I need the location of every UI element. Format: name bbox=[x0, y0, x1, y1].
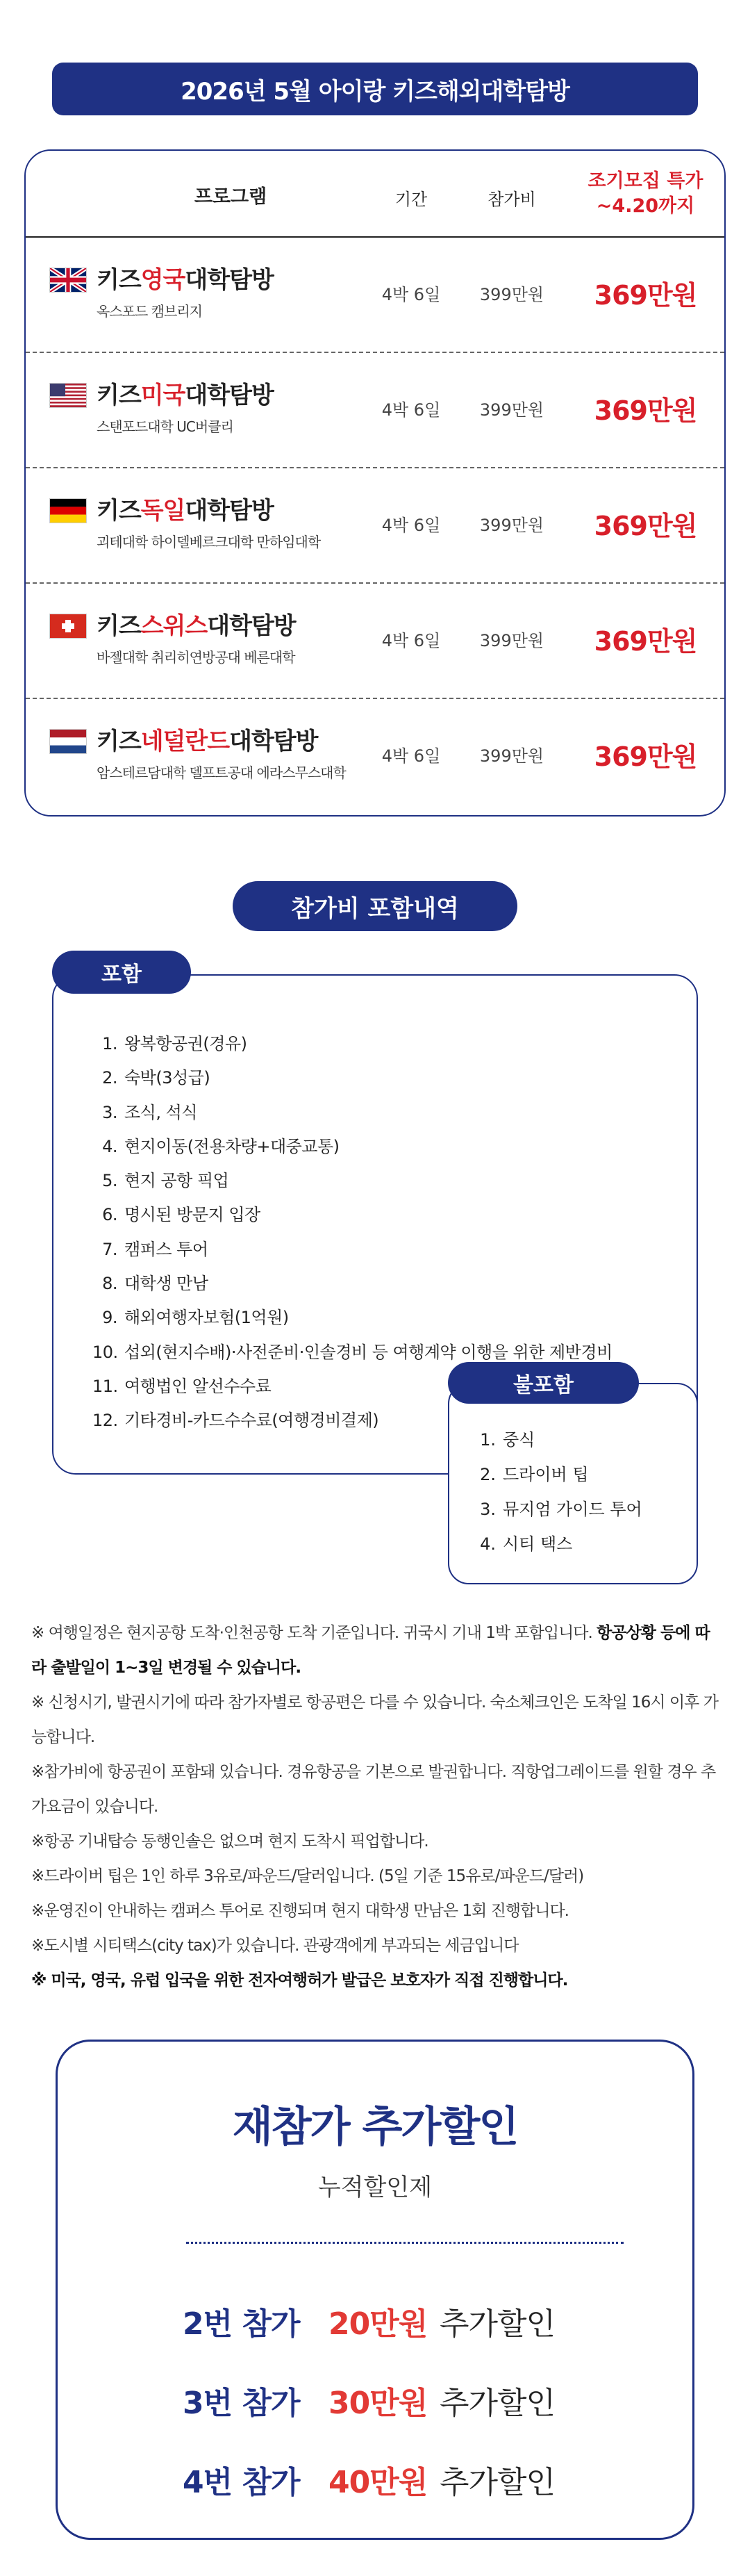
program-early-price: 369만원 bbox=[594, 511, 697, 541]
program-period: 4박 6일 bbox=[381, 746, 441, 766]
list-item: 10. 섭외(현지수배)·사전준비·인솔경비 등 여행계약 이행을 위한 제반경비 bbox=[92, 1342, 612, 1362]
program-fee: 399만원 bbox=[479, 746, 544, 766]
program-table bbox=[24, 149, 726, 817]
excluded-tag: 불포함 bbox=[448, 1362, 639, 1404]
program-early-price: 369만원 bbox=[594, 395, 697, 426]
program-fee: 399만원 bbox=[479, 516, 544, 535]
program-fee: 399만원 bbox=[479, 631, 544, 650]
discount-subtitle: 누적할인제 bbox=[317, 2174, 433, 2201]
program-fee: 399만원 bbox=[479, 400, 544, 420]
discount-row: 2번 참가 20만원 추가할인 bbox=[183, 2306, 556, 2342]
page-title: 2026년 5월 아이랑 키즈해외대학탐방 bbox=[52, 63, 698, 115]
table-row bbox=[26, 699, 724, 814]
list-item: 4. 현지이동(전용차량+대중교통) bbox=[102, 1136, 340, 1156]
note: ※ 미국, 영국, 유럽 입국을 위한 전자여행허가 발급은 보호자가 직접 진행합니다. bbox=[31, 1971, 568, 1990]
discount-title: 재참가 추가할인 bbox=[232, 2103, 518, 2151]
rejoin-discount-box bbox=[56, 2040, 694, 2540]
list-item: 8. 대학생 만남 bbox=[102, 1274, 208, 1294]
note: ※항공 기내탑승 동행인솔은 없으며 현지 도착시 픽업합니다. bbox=[31, 1832, 428, 1851]
header-fee: 참가비 bbox=[488, 190, 536, 209]
list-item: 1. 왕복항공권(경유) bbox=[102, 1034, 247, 1053]
included-tag: 포함 bbox=[52, 951, 191, 994]
note: ※ 신청시기, 발권시기에 따라 참가자별로 항공편은 다를 수 있습니다. 숙소체크인은 도착일 16시 이후 가능합니다. bbox=[31, 1693, 718, 1746]
program-period: 4박 6일 bbox=[381, 516, 441, 535]
program-universities: 바젤대학 취리히연방공대 베른대학 bbox=[97, 649, 295, 666]
discount-row: 4번 참가 40만원 추가할인 bbox=[183, 2465, 556, 2500]
list-item: 1. 중식 bbox=[480, 1430, 535, 1450]
list-item: 6. 명시된 방문지 입장 bbox=[102, 1205, 260, 1225]
notes-section bbox=[31, 1616, 719, 1998]
list-item: 2. 드라이버 팁 bbox=[480, 1465, 589, 1484]
header-period: 기간 bbox=[394, 190, 428, 209]
program-period: 4박 6일 bbox=[381, 631, 441, 650]
program-universities: 암스테르담대학 델프트공대 에라스무스대학 bbox=[97, 764, 346, 781]
netherlands-flag-icon bbox=[50, 730, 86, 753]
list-item: 3. 뮤지엄 가이드 투어 bbox=[480, 1500, 642, 1519]
list-item: 5. 현지 공항 픽업 bbox=[102, 1171, 229, 1191]
program-name: 키즈영국대학탐방 bbox=[97, 266, 274, 294]
table-row bbox=[26, 584, 724, 699]
germany-flag-icon bbox=[50, 499, 86, 523]
note: ※드라이버 팁은 1인 하루 3유로/파운드/달러입니다. (5일 기준 15유로/파운드/달러) bbox=[31, 1867, 584, 1885]
swiss-flag-icon bbox=[50, 614, 86, 638]
program-early-price: 369만원 bbox=[594, 280, 697, 311]
header-early-special: 조기모집 특가 ~4.20까지 bbox=[588, 170, 703, 218]
program-name: 키즈네덜란드대학탐방 bbox=[97, 728, 318, 755]
list-item: 4. 시티 택스 bbox=[480, 1534, 573, 1554]
table-row bbox=[26, 238, 724, 353]
discount-row: 3번 참가 30만원 추가할인 bbox=[183, 2386, 556, 2421]
divider bbox=[186, 2242, 624, 2244]
table-header bbox=[26, 151, 724, 238]
program-early-price: 369만원 bbox=[594, 741, 697, 772]
list-item: 3. 조식, 석식 bbox=[102, 1102, 197, 1122]
note: ※참가비에 항공권이 포함돼 있습니다. 경유항공을 기본으로 발권합니다. 직항업그레이드를 원할 경우 추가요금이 있습니다. bbox=[31, 1763, 716, 1816]
note: ※도시별 시티택스(city tax)가 있습니다. 관광객에게 부과되는 세금입니다 bbox=[31, 1937, 519, 1955]
program-fee: 399만원 bbox=[479, 285, 544, 304]
program-name: 키즈스위스대학탐방 bbox=[97, 612, 296, 640]
fee-section-title: 참가비 포함내역 bbox=[233, 881, 517, 931]
table-row bbox=[26, 353, 724, 468]
note: ※ 여행일정은 현지공항 도착·인천공항 도착 기준입니다. 귀국시 기내 1박 포함입니다. 항공상황 등에 따라 출발일이 1~3일 변경될 수 있습니다. bbox=[31, 1624, 710, 1677]
program-universities: 옥스포드 캠브리지 bbox=[97, 303, 202, 320]
program-name: 키즈미국대학탐방 bbox=[97, 382, 274, 409]
program-universities: 스탠포드대학 UC버클리 bbox=[97, 418, 233, 435]
list-item: 9. 해외여행자보험(1억원) bbox=[102, 1308, 289, 1328]
program-early-price: 369만원 bbox=[594, 626, 697, 657]
program-name: 키즈독일대학탐방 bbox=[97, 497, 274, 525]
list-item: 2. 숙박(3성급) bbox=[102, 1068, 210, 1088]
list-item: 12. 기타경비-카드수수료(여행경비결제) bbox=[92, 1411, 379, 1431]
list-item: 11. 여행법인 알선수수료 bbox=[92, 1376, 272, 1396]
excluded-list bbox=[478, 1422, 642, 1561]
table-row bbox=[26, 468, 724, 584]
program-period: 4박 6일 bbox=[381, 400, 441, 420]
program-period: 4박 6일 bbox=[381, 285, 441, 304]
header-program: 프로그램 bbox=[194, 186, 267, 208]
list-item: 7. 캠퍼스 투어 bbox=[102, 1239, 208, 1259]
program-universities: 괴테대학 하이델베르크대학 만하임대학 bbox=[97, 534, 321, 550]
note: ※운영진이 안내하는 캠퍼스 투어로 진행되며 현지 대학생 만남은 1회 진행합니다. bbox=[31, 1902, 569, 1920]
us-flag-icon bbox=[50, 384, 86, 407]
uk-flag-icon bbox=[50, 268, 86, 292]
